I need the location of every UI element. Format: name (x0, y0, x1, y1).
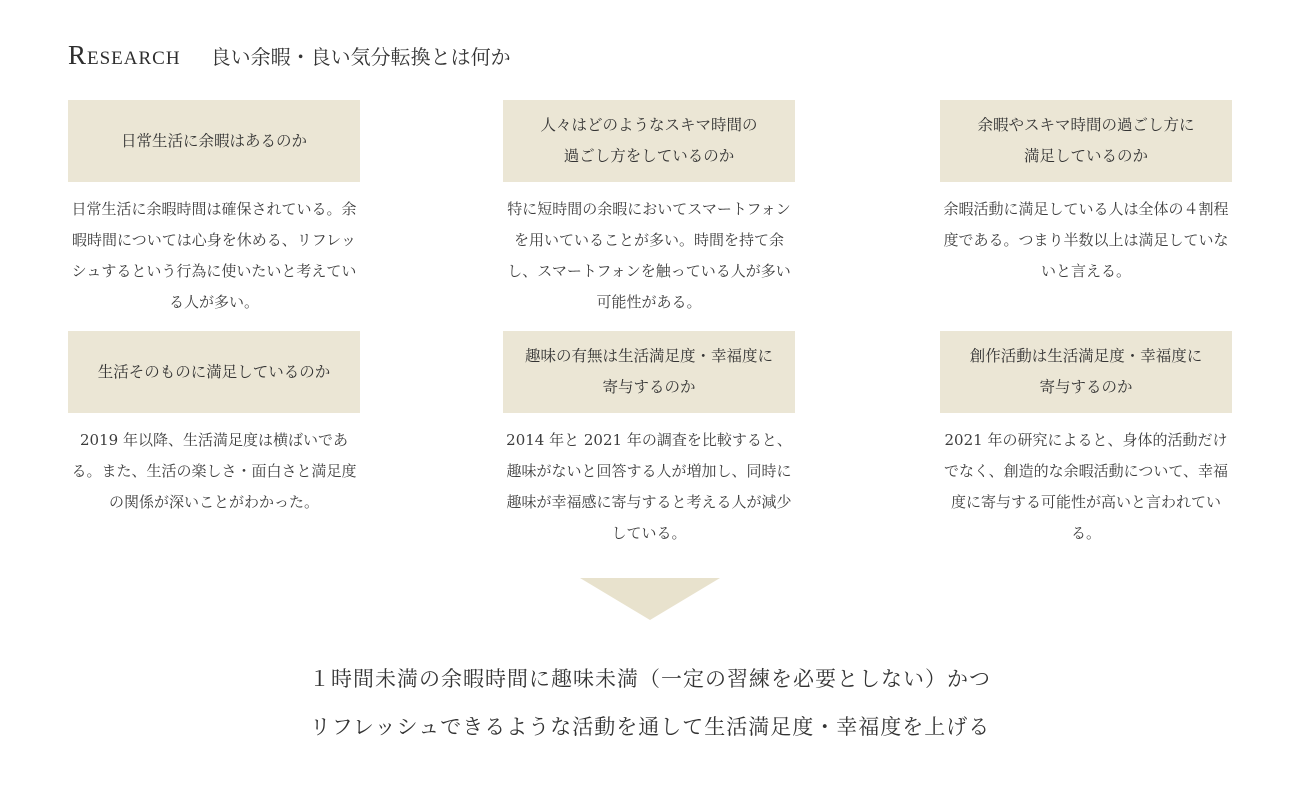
research-card (940, 331, 1232, 549)
card-title: 創作活動は生活満足度・幸福度に 寄与するのか (940, 331, 1232, 413)
page-header (68, 40, 511, 80)
research-card (68, 100, 360, 318)
card-title: 人々はどのようなスキマ時間の 過ごし方をしているのか (503, 100, 795, 182)
card-title: 余暇やスキマ時間の過ごし方に 満足しているのか (940, 100, 1232, 182)
conclusion (0, 655, 1300, 751)
conclusion-line: リフレッシュできるような活動を通して生活満足度・幸福度を上げる (309, 715, 991, 739)
card-title: 趣味の有無は生活満足度・幸福度に 寄与するのか (503, 331, 795, 413)
card-body: 2014 年と 2021 年の調査を比較すると、趣味がないと回答する人が増加し、同時に趣味が幸福感に寄与すると考える人が減少している。 (506, 431, 792, 542)
card-body: 2021 年の研究によると、身体的活動だけでなく、創造的な余暇活動について、幸福度に寄与する可能性が高いと言われている。 (943, 431, 1229, 542)
research-card (503, 331, 795, 549)
down-arrow-icon (580, 578, 720, 620)
research-card (503, 100, 795, 318)
card-body: 2019 年以降、生活満足度は横ばいである。また、生活の楽しさ・面白さと満足度の関係が深いことがわかった。 (71, 431, 357, 511)
page-subtitle: 良い余暇・良い気分転換とは何か (210, 45, 511, 69)
card-title: 生活そのものに満足しているのか (68, 331, 360, 413)
research-heading: Research (68, 40, 181, 70)
card-body: 特に短時間の余暇においてスマートフォンを用いていることが多い。時間を持て余し、スマートフォンを触っている人が多い可能性がある。 (507, 200, 791, 311)
research-card (68, 331, 360, 518)
research-card (940, 100, 1232, 287)
card-title: 日常生活に余暇はあるのか (68, 100, 360, 182)
card-body: 余暇活動に満足している人は全体の４割程度である。つまり半数以上は満足していないと言える。 (943, 200, 1229, 280)
card-body: 日常生活に余暇時間は確保されている。余暇時間については心身を休める、リフレッシュするという行為に使いたいと考えている人が多い。 (71, 200, 357, 311)
conclusion-line: １時間未満の余暇時間に趣味未満（一定の習練を必要としない）かつ (309, 667, 991, 691)
